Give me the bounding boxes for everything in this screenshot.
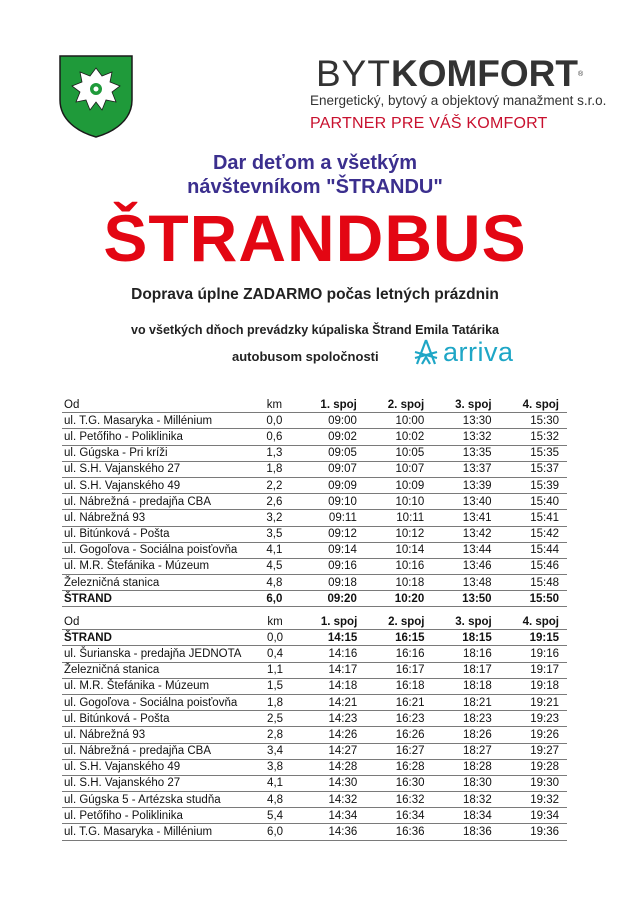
column-header: 3. spoj [432,397,499,413]
departure-time: 14:27 [298,743,365,759]
table-row [62,558,567,574]
table-row [62,775,567,791]
table-row [62,591,567,607]
departure-time: 16:18 [365,678,432,694]
departure-time: 10:16 [365,558,432,574]
departure-time: 14:21 [298,694,365,710]
stop-name: ŠTRAND [62,591,251,607]
departure-time: 10:07 [365,461,432,477]
departure-time: 13:35 [432,445,499,461]
departure-time: 13:37 [432,461,499,477]
column-header: 4. spoj [500,397,567,413]
stop-name: ul. Nábrežná - predajňa CBA [62,743,252,759]
departure-time: 15:40 [500,494,567,510]
arriva-logo [413,337,514,368]
departure-time: 19:30 [500,775,567,791]
departure-time: 09:12 [298,526,365,542]
table-row [62,461,567,477]
stop-km: 3,5 [251,526,297,542]
table-row [62,575,567,591]
departure-time: 14:23 [298,711,365,727]
departure-time: 19:15 [500,630,567,646]
stop-name: ŠTRAND [62,630,252,646]
table-row [62,711,567,727]
departure-time: 18:30 [433,775,500,791]
table-row [62,526,567,542]
gift-line-2: návštevníkom "ŠTRANDU" [187,176,443,198]
stop-name: ul. T.G. Masaryka - Millénium [62,413,251,429]
departure-time: 10:05 [365,445,432,461]
departure-time: 10:00 [365,413,432,429]
departure-time: 13:39 [432,477,499,493]
stop-km: 1,8 [252,694,298,710]
departure-time: 18:21 [433,694,500,710]
departure-time: 13:46 [432,558,499,574]
departure-time: 16:36 [365,824,432,840]
departure-time: 15:35 [500,445,567,461]
column-header: Od [62,614,252,630]
departure-time: 18:18 [433,678,500,694]
info-free-transport: Doprava úplne ZADARMO počas letných prázdnin [131,286,499,303]
departure-time: 13:40 [432,494,499,510]
stop-km: 3,8 [252,759,298,775]
departure-time: 14:18 [298,678,365,694]
table-row [62,662,567,678]
stop-name: ul. Petőfiho - Poliklinika [62,429,251,445]
column-header: km [252,614,298,630]
logo-komfort: KOMFORT [390,53,578,94]
departure-time: 15:41 [500,510,567,526]
departure-time: 19:34 [500,808,567,824]
stop-km: 2,8 [252,727,298,743]
stop-name: ul. T.G. Masaryka - Millénium [62,824,252,840]
departure-time: 13:32 [432,429,499,445]
departure-time: 10:12 [365,526,432,542]
departure-time: 19:23 [500,711,567,727]
departure-time: 09:14 [298,542,365,558]
departure-time: 15:37 [500,461,567,477]
stop-name: ul. S.H. Vajanského 27 [62,775,252,791]
departure-time: 15:50 [500,591,567,607]
table-row [62,542,567,558]
departure-time: 18:15 [433,630,500,646]
column-header: 4. spoj [500,614,567,630]
info-operating-days: vo všetkých dňoch prevádzky kúpaliska Štrand Emila Tatárika [131,323,499,337]
table-row [62,678,567,694]
departure-time: 19:28 [500,759,567,775]
stop-km: 2,6 [251,494,297,510]
table-row [62,743,567,759]
table-row [62,494,567,510]
stop-km: 2,5 [252,711,298,727]
departure-time: 10:09 [365,477,432,493]
column-header: 2. spoj [365,614,432,630]
departure-time: 16:32 [365,792,432,808]
departure-time: 15:42 [500,526,567,542]
stop-name: Železničná stanica [62,575,251,591]
departure-time: 19:32 [500,792,567,808]
departure-time: 16:16 [365,646,432,662]
stop-name: ul. Bitúnková - Pošta [62,711,252,727]
departure-time: 18:36 [433,824,500,840]
stop-km: 6,0 [251,591,297,607]
table-row [62,413,567,429]
column-header: Od [62,397,251,413]
stop-km: 4,1 [252,775,298,791]
departure-time: 16:26 [365,727,432,743]
table-header-row [62,614,567,630]
departure-time: 14:28 [298,759,365,775]
departure-time: 19:21 [500,694,567,710]
stop-km: 4,8 [251,575,297,591]
departure-time: 16:28 [365,759,432,775]
column-header: 1. spoj [298,614,365,630]
table-row [62,694,567,710]
departure-time: 16:34 [365,808,432,824]
departure-time: 18:26 [433,727,500,743]
departure-time: 18:23 [433,711,500,727]
bytkomfort-logo [310,53,607,133]
info-operator: autobusom spoločnosti [232,349,379,364]
departure-time: 09:10 [298,494,365,510]
column-header: 1. spoj [298,397,365,413]
departure-time: 10:18 [365,575,432,591]
logo-registered: ® [578,70,584,78]
departure-time: 10:14 [365,542,432,558]
stop-km: 1,1 [252,662,298,678]
logo-partner-slogan: PARTNER PRE VÁŠ KOMFORT [310,115,548,132]
stop-name: ul. Nábrežná 93 [62,727,252,743]
table-row [62,759,567,775]
stop-name: ul. Petőfiho - Poliklinika [62,808,252,824]
stop-km: 1,8 [251,461,297,477]
departure-time: 13:42 [432,526,499,542]
departure-time: 16:17 [365,662,432,678]
stop-km: 0,0 [251,413,297,429]
departure-time: 14:34 [298,808,365,824]
stop-name: ul. M.R. Štefánika - Múzeum [62,558,251,574]
stop-name: ul. Šurianska - predajňa JEDNOTA [62,646,252,662]
stop-km: 1,3 [251,445,297,461]
table-row [62,477,567,493]
departure-time: 18:17 [433,662,500,678]
logo-subtitle: Energetický, bytový a objektový manažment s.r.o. [310,93,607,108]
departure-time: 15:30 [500,413,567,429]
departure-time: 19:26 [500,727,567,743]
table-header-row [62,397,567,413]
departure-time: 18:34 [433,808,500,824]
departure-time: 09:20 [298,591,365,607]
stop-km: 0,6 [251,429,297,445]
departure-time: 19:17 [500,662,567,678]
departure-time: 15:48 [500,575,567,591]
table-row [62,824,567,840]
departure-time: 14:36 [298,824,365,840]
departure-time: 15:39 [500,477,567,493]
stop-km: 2,2 [251,477,297,493]
stop-name: ul. Bitúnková - Pošta [62,526,251,542]
table-row [62,792,567,808]
departure-time: 19:16 [500,646,567,662]
stop-name: ul. Gogoľova - Sociálna poisťovňa [62,694,252,710]
departure-time: 10:02 [365,429,432,445]
departure-time: 09:09 [298,477,365,493]
column-header: km [251,397,297,413]
departure-time: 10:10 [365,494,432,510]
column-header: 3. spoj [433,614,500,630]
departure-time: 14:17 [298,662,365,678]
departure-time: 19:18 [500,678,567,694]
departure-time: 15:32 [500,429,567,445]
page-title: ŠTRANDBUS [103,201,527,275]
departure-time: 16:30 [365,775,432,791]
stop-km: 3,4 [252,743,298,759]
stop-km: 3,2 [251,510,297,526]
timetable-outbound [62,397,567,607]
stop-km: 4,5 [251,558,297,574]
stop-km: 1,5 [252,678,298,694]
logo-byt: BYT [316,53,391,94]
departure-time: 13:44 [432,542,499,558]
departure-time: 14:26 [298,727,365,743]
departure-time: 16:23 [365,711,432,727]
departure-time: 10:20 [365,591,432,607]
stop-name: ul. S.H. Vajanského 27 [62,461,251,477]
gift-line-1: Dar deťom a všetkým [212,152,418,174]
stop-km: 0,4 [252,646,298,662]
departure-time: 18:28 [433,759,500,775]
departure-time: 19:27 [500,743,567,759]
timetable-return [62,614,567,841]
table-row [62,510,567,526]
departure-time: 09:07 [298,461,365,477]
stop-name: ul. Nábrežná 93 [62,510,251,526]
departure-time: 14:15 [298,630,365,646]
stop-name: ul. S.H. Vajanského 49 [62,477,251,493]
departure-time: 13:30 [432,413,499,429]
stop-name: Železničná stanica [62,662,252,678]
departure-time: 09:11 [298,510,365,526]
departure-time: 18:16 [433,646,500,662]
stop-name: ul. M.R. Štefánika - Múzeum [62,678,252,694]
departure-time: 10:11 [365,510,432,526]
departure-time: 09:02 [298,429,365,445]
departure-time: 16:21 [365,694,432,710]
arriva-wordmark: arriva [443,337,514,367]
stop-km: 0,0 [252,630,298,646]
departure-time: 19:36 [500,824,567,840]
departure-time: 16:15 [365,630,432,646]
departure-time: 13:48 [432,575,499,591]
table-row [62,429,567,445]
departure-time: 18:32 [433,792,500,808]
town-crest-icon [58,54,134,138]
stop-name: ul. Nábrežná - predajňa CBA [62,494,251,510]
departure-time: 14:30 [298,775,365,791]
table-row [62,445,567,461]
arriva-emblem-icon [413,338,439,368]
departure-time: 09:00 [298,413,365,429]
departure-time: 15:44 [500,542,567,558]
table-row [62,646,567,662]
departure-time: 18:27 [433,743,500,759]
stop-name: ul. Gúgska 5 - Artézska studňa [62,792,252,808]
departure-time: 13:50 [432,591,499,607]
departure-time: 09:16 [298,558,365,574]
table-row [62,727,567,743]
departure-time: 15:46 [500,558,567,574]
table-row [62,808,567,824]
stop-km: 6,0 [252,824,298,840]
departure-time: 13:41 [432,510,499,526]
table-row [62,630,567,646]
stop-km: 4,8 [252,792,298,808]
departure-time: 16:27 [365,743,432,759]
stop-name: ul. Gúgska - Pri kríži [62,445,251,461]
departure-time: 14:16 [298,646,365,662]
departure-time: 14:32 [298,792,365,808]
column-header: 2. spoj [365,397,432,413]
departure-time: 09:05 [298,445,365,461]
stop-name: ul. S.H. Vajanského 49 [62,759,252,775]
departure-time: 09:18 [298,575,365,591]
stop-name: ul. Gogoľova - Sociálna poisťovňa [62,542,251,558]
stop-km: 5,4 [252,808,298,824]
stop-km: 4,1 [251,542,297,558]
